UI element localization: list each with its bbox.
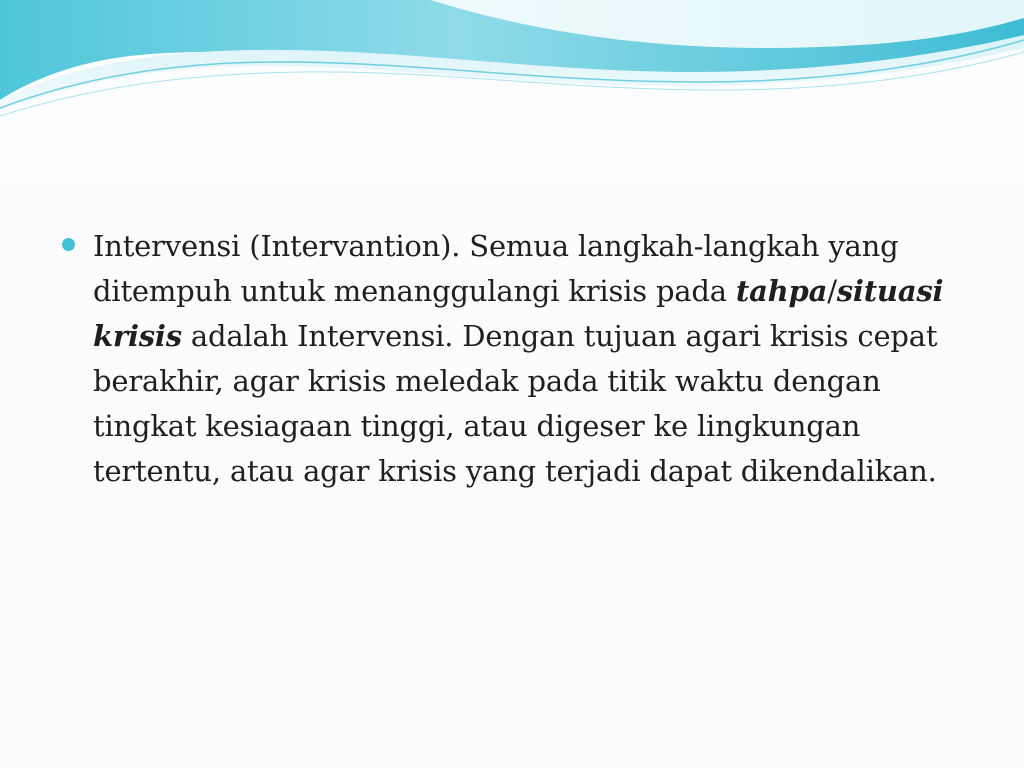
emphasis-situasi-krisis: situasi krisis <box>93 274 944 353</box>
round-bullet-icon <box>62 238 75 251</box>
bullet-text <box>93 224 961 494</box>
bullet-item <box>62 224 962 494</box>
emphasis-tahpa: tahpa <box>735 274 828 308</box>
content-area <box>62 224 962 494</box>
text-part-2: adalah Intervensi. Dengan tujuan agari krisis cepat berakhir, agar krisis meledak pada titik waktu dengan tingkat kesiagaan tinggi, atau digeser ke lingkungan tertentu, atau agar krisis yang terjadi dapat dikendalikan. <box>93 319 938 488</box>
header-wave-decoration <box>0 0 1024 130</box>
emphasis-separator: / <box>827 274 837 308</box>
text-part-1: Intervensi (Intervantion). Semua langkah-langkah yang ditempuh untuk menanggulangi krisis pada <box>93 229 899 308</box>
